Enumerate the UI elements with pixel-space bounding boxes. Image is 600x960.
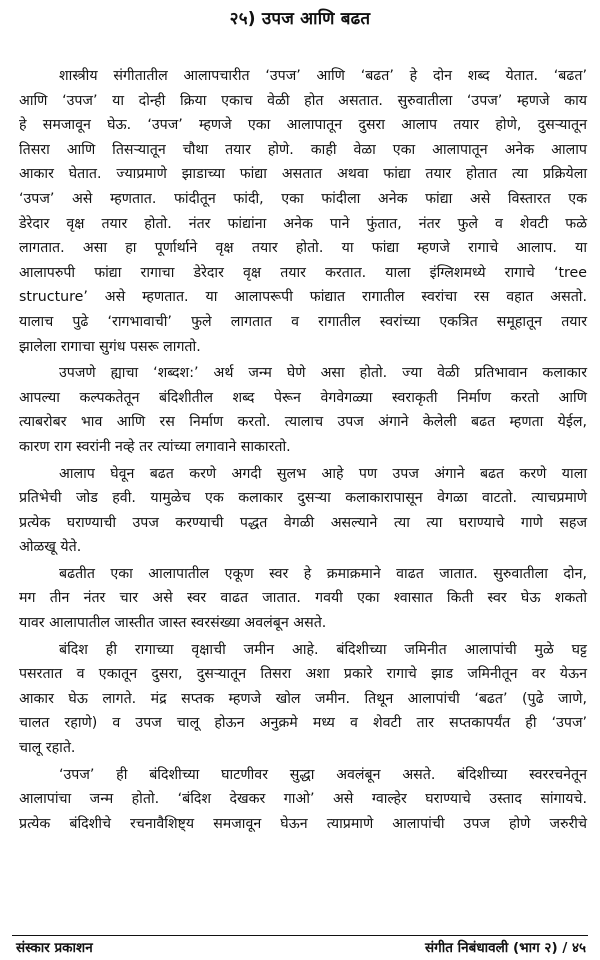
text-line: आकार घेऊ लागते. मंद्र सप्तक म्हणजे खोल जमीन. तिथून आलापांची ‘बढत’ (पुढे जाणे, — [19, 690, 587, 707]
paragraph-5 — [19, 638, 587, 761]
paragraph-1 — [19, 64, 587, 359]
text-line: बंदिश ही रागाच्या वृक्षाची जमीन आहे. बंदिशीच्या जमिनीत आलापांची मुळे घट्ट — [59, 641, 587, 658]
text-line: आपल्या कल्पकतेतून बंदिशीतील शब्द पेरून वेगवेगळ्या स्वराकृती निर्माण करतो आणि — [19, 389, 587, 406]
text-line: त्याबरोबर भाव आणि रस निर्माण करतो. त्यालाच उपज अंगाने केलेली बढत म्हणता येईल, — [19, 414, 587, 431]
text-line: पसरतात व एकातून दुसरा, दुसऱ्यातून तिसरा अशा प्रकारे रागाचे झाड जमिनीतून वर येऊन — [19, 666, 587, 683]
text-line: मग तीन नंतर चार असे स्वर वाढत जातात. गवयी एका श्वासात किती स्वर घेऊ शकतो — [19, 590, 587, 607]
text-line: झालेला रागाचा सुगंध पसरू लागतो. — [19, 338, 201, 355]
text-line: आलाप घेवून बढत करणे अगदी सुलभ आहे पण उपज अंगाने बढत करणे याला — [59, 465, 587, 482]
text-line: हे समजावून घेऊ. ‘उपज’ म्हणजे एका आलापातून दुसरा आलाप तयार होणे, दुसऱ्यातून — [19, 117, 587, 134]
body-text — [19, 64, 587, 836]
book-title-page-number: संगीत निबंधावली (भाग २) / ४५ — [425, 940, 586, 956]
text-line: प्रतिभेची जोड हवी. यामुळेच एक कलाकार दुसऱ्या कलाकारापासून वेगळा वाटतो. त्याचप्रमाणे — [19, 490, 587, 507]
text-line: उपजणे ह्याचा ‘शब्दश:’ अर्थ जन्म घेणे असा होतो. ज्या वेळी प्रतिभावान कलाकार — [59, 365, 587, 382]
paragraph-4 — [19, 562, 587, 636]
paragraph-2 — [19, 361, 587, 459]
chapter-title: २५) उपज आणि बढत — [229, 9, 371, 29]
text-line: आलापरुपी फांद्या रागाचा डेरेदार वृक्ष तयार करतात. याला इंग्लिशमध्ये रागाचे ‘tree — [19, 264, 587, 281]
text-line: आणि ‘उपज’ या दोन्ही क्रिया एकाच वेळी होत असतात. सुरुवातीला ‘उपज’ म्हणजे काय — [19, 92, 587, 109]
text-line: चालत रहाणे) व उपज चालू होऊन अनुक्रमे मध्य व शेवटी तार सप्तकापर्यंत ही ‘उपज’ — [19, 715, 587, 732]
paragraph-3 — [19, 462, 587, 560]
text-line: प्रत्येक बंदिशीचे रचनावैशिष्ट्य समजावून घेऊन त्याप्रमाणे आलापांची उपज होणे जरुरीचे — [19, 815, 587, 832]
text-line: बढतीत एका आलापातील एकूण स्वर हे क्रमाक्रमाने वाढत जातात. सुरुवातीला दोन, — [59, 565, 587, 582]
text-line: ‘उपज’ असे म्हणतात. फांदीतून फांदी, एका फांदीला अनेक फांद्या असे विस्तारत एक — [19, 190, 587, 207]
text-line: ओळखू येते. — [19, 539, 82, 556]
text-line: यावर आलापातील जास्तीत जास्त स्वरसंख्या अवलंबून असते. — [19, 615, 327, 632]
text-line: यालाच पुढे ‘रागभावाची’ फुले लागतात व रागातील स्वरांच्या एकत्रित समूहातून तयार — [19, 313, 587, 330]
text-line: आलापांचा जन्म होतो. ‘बंदिश देखकर गाओ’ असे ग्वाल्हेर घराण्याचे उस्ताद सांगायचे. — [19, 791, 587, 808]
text-line: प्रत्येक घराण्याची उपज करण्याची पद्धत वेगळी असल्याने त्या त्या घराण्याचे गाणे सहज — [19, 514, 587, 531]
text-line: तिसरा आणि तिसऱ्यातून चौथा तयार होणे. काही वेळा एका आलापातून अनेक आलाप — [19, 141, 587, 158]
publisher-name: संस्कार प्रकाशन — [16, 940, 93, 956]
text-line: आकार घेतात. ज्याप्रमाणे झाडाच्या फांद्या असतात अथवा फांद्या तयार होतात त्या प्रक्रियेला — [19, 166, 587, 183]
text-line: डेरेदार वृक्ष तयार होतो. नंतर फांद्यांना अनेक पाने फुंतात, नंतर फुले व शेवटी फळे — [19, 215, 587, 232]
footer-divider — [12, 935, 588, 936]
text-line: शास्त्रीय संगीतातील आलापचारीत ‘उपज’ आणि ‘बढत’ हे दोन शब्द येतात. ‘बढत’ — [59, 68, 587, 84]
text-line: कारण राग स्वरांनी नव्हे तर त्यांच्या लगावाने साकारतो. — [19, 438, 291, 455]
paragraph-6 — [19, 763, 587, 837]
text-line: लागतात. असा हा पूर्णार्थाने वृक्ष तयार होतो. या फांद्या म्हणजे रागाचे आलाप. या — [19, 240, 587, 257]
text-line: structure’ असे म्हणतात. या आलापरूपी फांद्यात रागातील स्वरांचा रस वहात असतो. — [19, 289, 587, 306]
text-line: ‘उपज’ ही बंदिशीच्या घाटणीवर सुद्धा अवलंबून असते. बंदिशीच्या स्वररचनेतून — [59, 766, 587, 783]
text-line: चालू रहाते. — [19, 740, 76, 757]
